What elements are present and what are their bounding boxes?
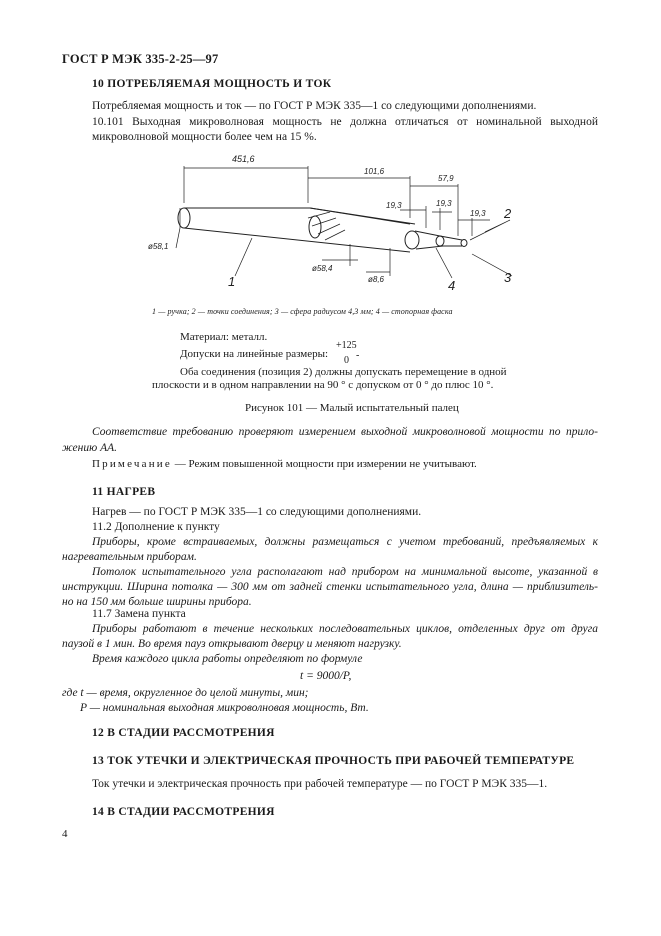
section-13-paragraph: Ток утечки и электрическая прочность при рабочей температуре — по ГОСТ Р МЭК 335—1. <box>92 778 548 790</box>
note-text: — Режим повышенной мощности при измерении не учитывают. <box>171 458 477 470</box>
dim-label-6: 19,3 <box>470 209 486 218</box>
dim-diameter-1: ø58,1 <box>148 242 169 251</box>
figure-material: Материал: металл. <box>180 331 268 343</box>
callout-4: 4 <box>448 278 456 293</box>
section-13-heading: 13 ТОК УТЕЧКИ И ЭЛЕКТРИЧЕСКАЯ ПРОЧНОСТЬ ПРИ РАБОЧЕЙ ТЕМПЕРАТУРЕ <box>92 755 575 767</box>
figure-caption: Рисунок 101 — Малый испытательный палец <box>245 402 459 414</box>
dim-label-1: 451,6 <box>232 154 255 164</box>
tolerance-label: Допуски на линейные размеры: <box>180 348 329 360</box>
dim-diameter-3: ø8,6 <box>368 275 385 284</box>
formula-where-1: где t — время, округленное до целой минуты, мин; <box>62 687 309 699</box>
tolerance-tail: - <box>356 350 360 361</box>
dim-label-5: 19,3 <box>436 199 452 208</box>
cycle-time-intro: Время каждого цикла работы определяют по формуле <box>92 653 363 665</box>
compliance-line1: Соответствие требованию проверяют измерением выходной микроволновой мощности по прило- <box>92 426 598 438</box>
section-11-heading: 11 НАГРЕВ <box>92 486 156 498</box>
dim-label-2: 101,6 <box>364 167 385 176</box>
formula: t = 9000/P, <box>300 670 352 682</box>
tolerance-lower: 0 <box>344 355 349 366</box>
clause-11-7: 11.7 Замена пункта <box>92 608 186 620</box>
callout-1: 1 <box>228 274 236 289</box>
tolerance-upper: +125 <box>336 340 357 351</box>
ceiling-line2: инструкции. Ширина потолка — 300 мм от задней стенки испытательного угла, длина — приблизитель- <box>62 581 598 593</box>
clause-11-2-line2: нагревательным приборам. <box>62 551 197 563</box>
note <box>92 457 477 473</box>
ceiling-line3: но на 150 мм больше ширины прибора. <box>62 596 252 608</box>
figure-legend: 1 — ручка; 2 — точки соединения; 3 — сфера радиусом 4,3 мм; 4 — стопорная фаска <box>152 307 453 316</box>
compliance-line2: жению АА. <box>62 442 118 454</box>
section-12-heading: 12 В СТАДИИ РАССМОТРЕНИЯ <box>92 727 275 739</box>
clause-11-2-line1: Приборы, кроме встраиваемых, должны размещаться с учетом требований, предъявляемых к <box>92 536 598 548</box>
clause-10-101-line1: 10.101 Выходная микроволновая мощность не должна отличаться от номинальной выходной <box>92 116 598 128</box>
dim-diameter-2: ø58,4 <box>312 264 333 273</box>
callout-2: 2 <box>504 206 512 221</box>
joints-note-line1: Оба соединения (позиция 2) должны допускать перемещение в одной <box>180 366 507 378</box>
document-header: ГОСТ Р МЭК 335-2-25—97 <box>62 52 219 66</box>
page-number: 4 <box>62 828 68 840</box>
section-10-heading: 10 ПОТРЕБЛЯЕМАЯ МОЩНОСТЬ И ТОК <box>92 78 332 90</box>
test-finger-drawing <box>140 148 530 300</box>
section-11-paragraph: Нагрев — по ГОСТ Р МЭК 335—1 со следующими дополнениями. <box>92 506 422 518</box>
dim-label-3: 57,9 <box>438 174 454 183</box>
callout-3: 3 <box>504 270 512 285</box>
note-label: Примечание <box>92 458 172 470</box>
section-14-heading: 14 В СТАДИИ РАССМОТРЕНИЯ <box>92 806 275 818</box>
cycles-line1: Приборы работают в течение нескольких последовательных циклов, отделенных друг от друга <box>92 623 598 635</box>
joints-note-line2: плоскости и в одном направлении на 90 ° с допуском от 0 ° до плюс 10 °. <box>152 379 494 391</box>
dim-label-4: 19,3 <box>386 201 402 210</box>
section-10-paragraph: Потребляемая мощность и ток — по ГОСТ Р МЭК 335—1 со следующими дополнениями. <box>92 100 537 112</box>
clause-10-101-line2: микроволновой мощности более чем на 15 %. <box>92 131 317 143</box>
clause-11-2: 11.2 Дополнение к пункту <box>92 521 220 533</box>
formula-where-2: P — номинальная выходная микроволновая мощность, Вт. <box>80 702 369 714</box>
cycles-line2: паузой в 1 мин. Во время пауз открывают дверцу и меняют нагрузку. <box>62 638 402 650</box>
ceiling-line1: Потолок испытательного угла располагают над прибором на минимальной высоте, указанной в <box>92 566 598 578</box>
